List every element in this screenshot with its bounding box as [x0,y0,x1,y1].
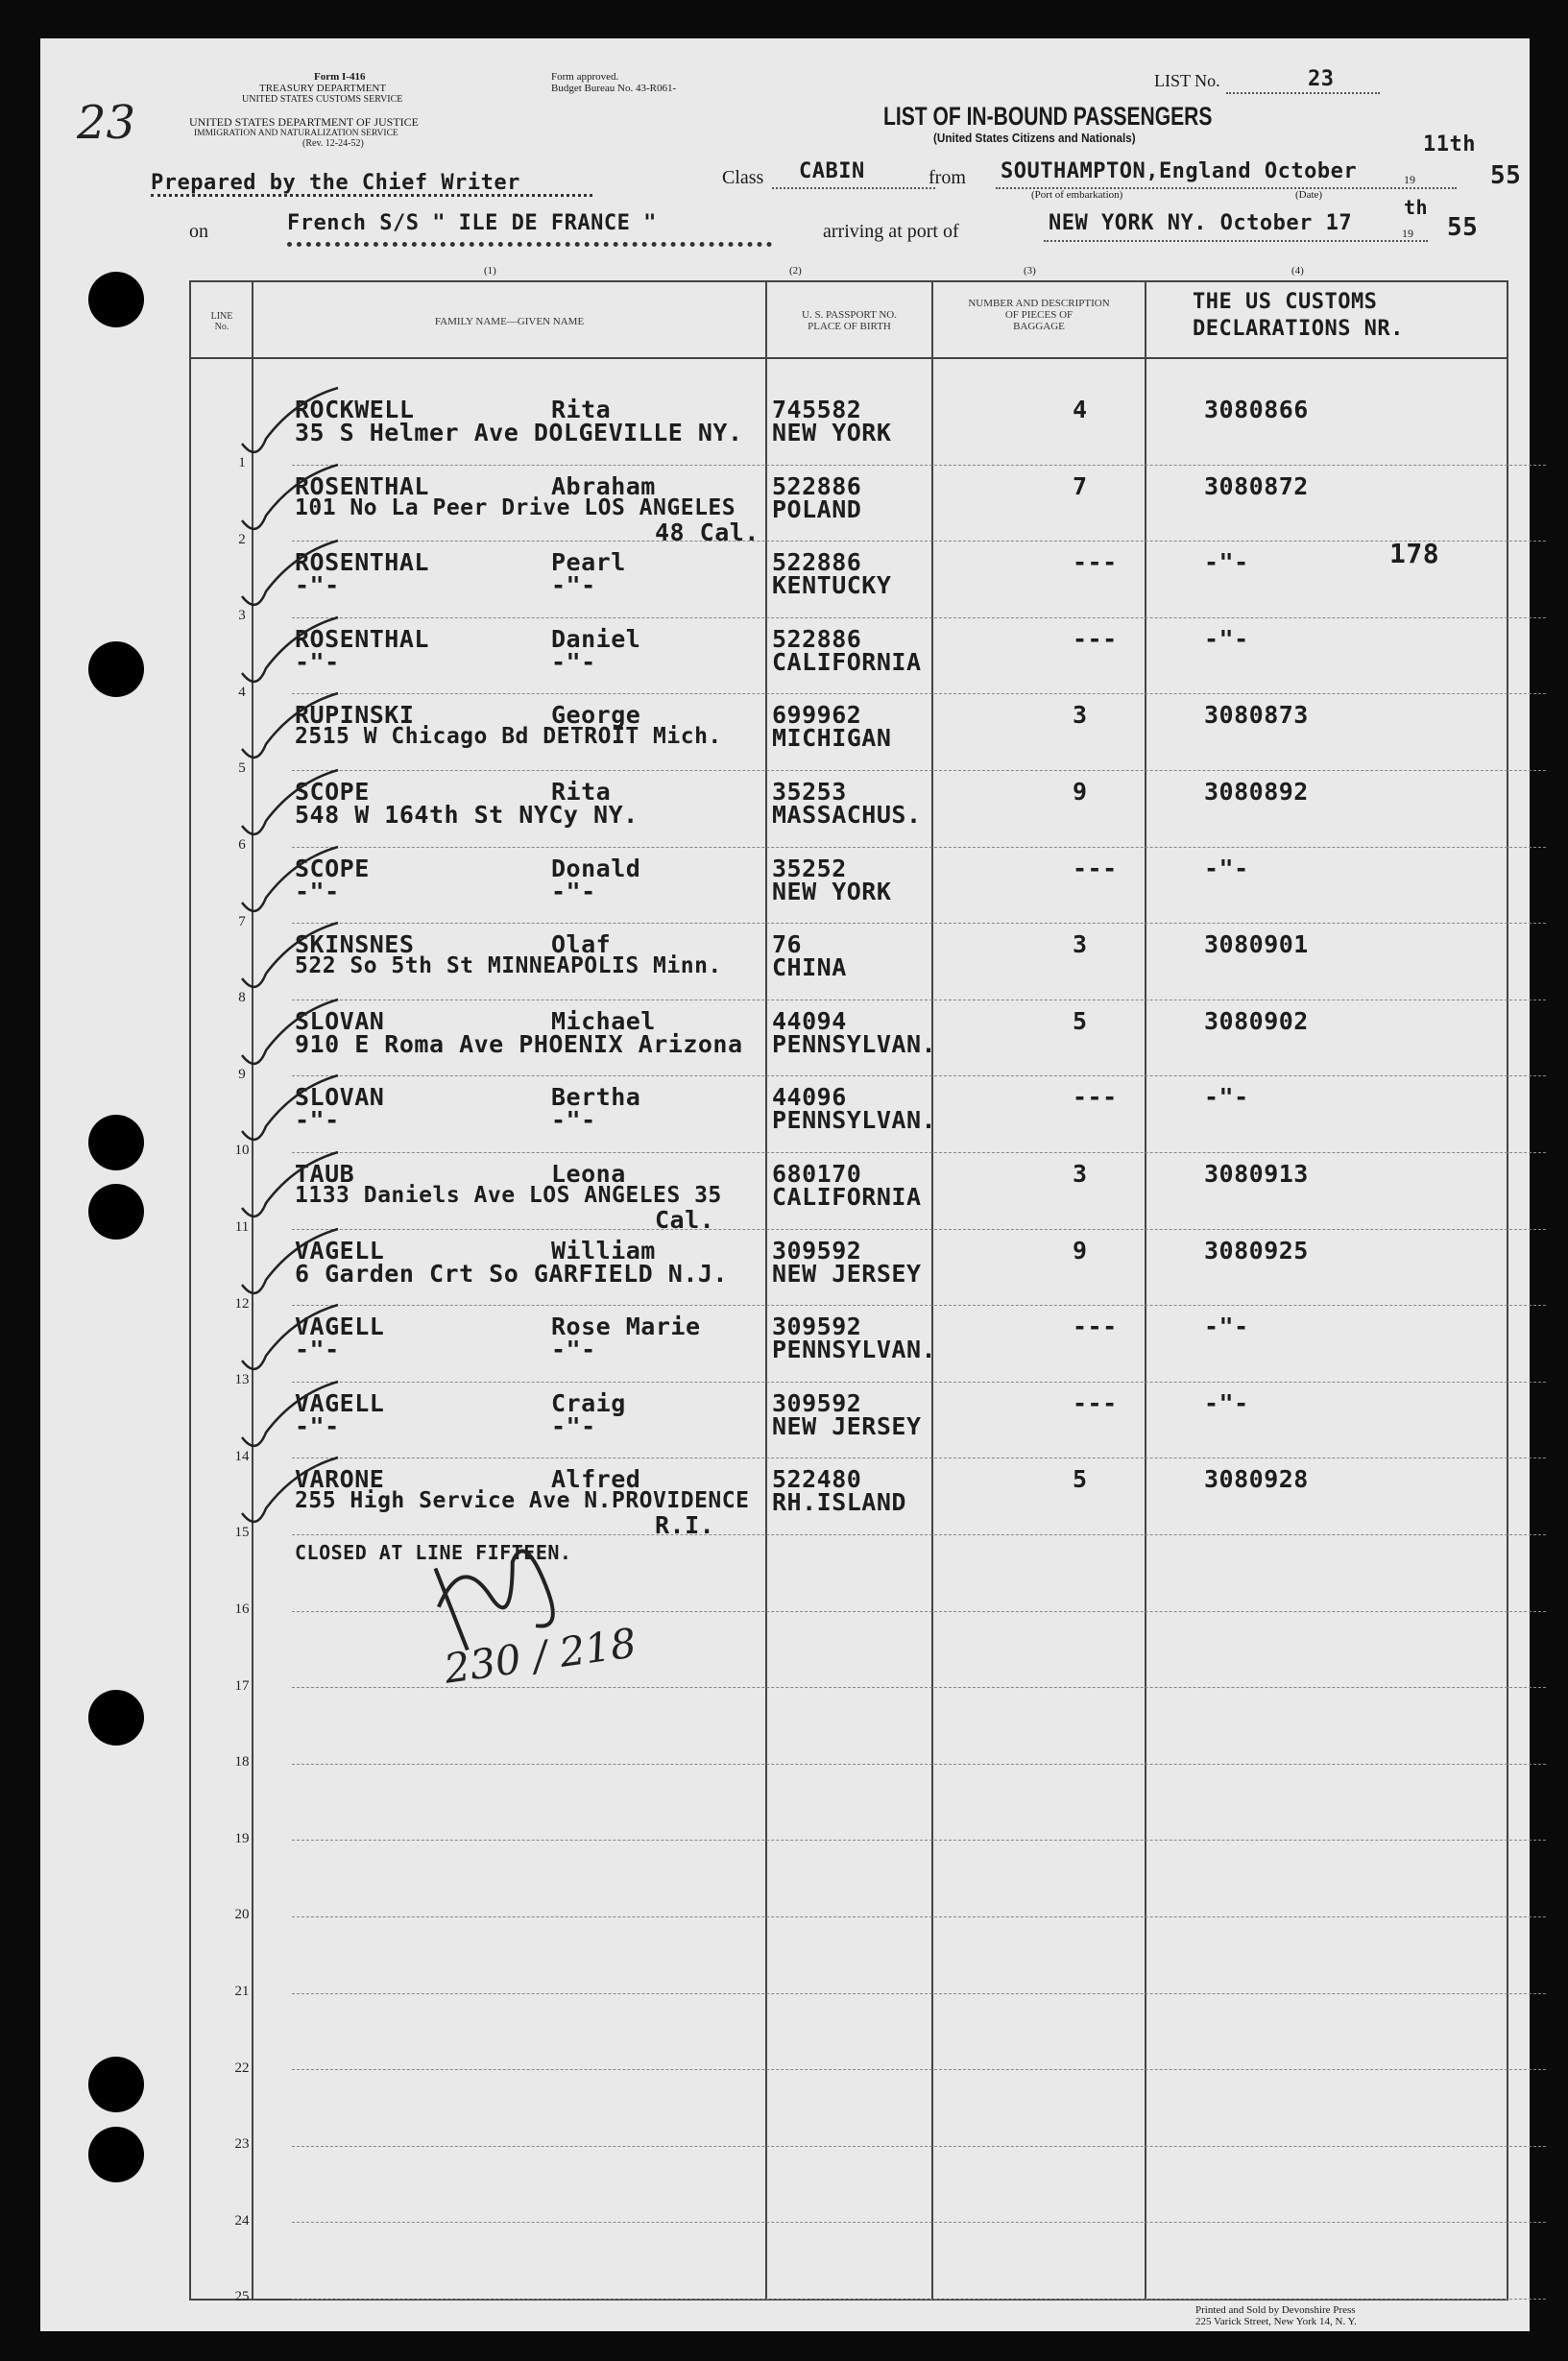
given-name: Bertha [551,1083,641,1112]
row-divider [292,770,1546,771]
from-value: SOUTHAMPTON,England October [1001,159,1358,183]
family-name: ROCKWELL [295,396,415,423]
vessel-line [287,242,772,247]
given-name-ditto: -"- [551,1336,596,1364]
baggage-count: --- [1073,854,1118,882]
passport-number: 522886 [772,548,862,577]
address: 548 W 164th St NYCy NY. [295,801,639,829]
printer-credit-1: Printed and Sold by Devonshire Press [1195,2304,1356,2316]
col-index-3: (3) [1024,265,1036,277]
given-name: William [551,1236,656,1265]
from-label: from [929,167,966,188]
dept-treasury: TREASURY DEPARTMENT [259,83,387,94]
baggage-count: 3 [1073,930,1088,959]
baggage-count: --- [1073,1313,1118,1341]
address: 910 E Roma Ave PHOENIX Arizona [295,1029,743,1058]
given-name: Michael [551,1006,656,1035]
check-mark [237,691,343,768]
header-customs-1: THE US CUSTOMS [1193,290,1378,314]
given-name: Donald [551,854,641,882]
col-index-2: (2) [789,265,802,277]
customs-declaration: 3080866 [1204,396,1309,423]
line-number: 1 [238,455,246,470]
passport-number: 44096 [772,1083,847,1112]
given-name-ditto: -"- [551,1106,596,1135]
given-name: Pearl [551,548,626,577]
given-name: Abraham [551,471,656,500]
place-of-birth: MICHIGAN [772,724,892,753]
baggage-count: --- [1073,1083,1118,1112]
list-no-line [1226,92,1380,94]
header-line-no-1: LINE [210,311,233,322]
address: 2515 W Chicago Bd DETROIT Mich. [295,724,722,750]
family-name: RUPINSKI [295,701,415,730]
address-continued: Cal. [655,1206,715,1234]
check-mark [237,1227,343,1304]
check-mark [237,615,343,692]
row-divider [292,847,1546,848]
header-baggage [933,298,1145,332]
given-name: George [551,701,641,730]
row-divider [292,1152,1546,1153]
customs-declaration: -"- [1204,1083,1249,1112]
given-name: Rita [551,396,612,423]
row-divider [292,1382,1546,1383]
customs-declaration: 3080902 [1204,1006,1309,1035]
corner-page-number: 23 [77,96,136,150]
class-label: Class [722,167,764,188]
col-divider [765,280,767,2299]
baggage-count: 7 [1073,471,1088,500]
check-mark [237,386,343,463]
family-name: ROSENTHAL [295,624,429,653]
customs-declaration: 3080913 [1204,1160,1309,1188]
line-number: 3 [238,608,246,624]
header-passport-1: U. S. PASSPORT NO. [802,309,897,321]
customs-declaration: 3080872 [1204,471,1309,500]
col-divider [1145,280,1146,2299]
family-name: ROSENTHAL [295,548,429,577]
place-of-birth: RH.ISLAND [772,1488,906,1517]
form-subtitle: (United States Citizens and Nationals) [933,131,1136,145]
passport-number: 522886 [772,624,862,653]
line-number: 22 [234,2060,250,2076]
punch-hole [88,2127,144,2182]
passport-number: 522886 [772,471,862,500]
family-name: ROSENTHAL [295,471,429,500]
given-name: Rita [551,778,612,806]
address: -"- [295,571,340,600]
line-number: 17 [234,1677,250,1694]
line-number: 5 [238,760,246,777]
given-name: Craig [551,1388,626,1417]
header-name: FAMILY NAME—GIVEN NAME [434,316,585,327]
punch-hole [88,1184,144,1240]
baggage-count: --- [1073,624,1118,653]
form-title: LIST OF IN-BOUND PASSENGERS [883,102,1213,131]
row-divider [292,1229,1546,1230]
address: 522 So 5th St MINNEAPOLIS Minn. [295,953,722,979]
address-continued: R.I. [655,1511,715,1540]
given-name: Leona [551,1160,626,1188]
customs-declaration: 3080928 [1204,1465,1309,1494]
passport-number: 76 [772,930,803,959]
table-header-bottom [189,357,1507,359]
customs-declaration: 3080901 [1204,930,1309,959]
row-divider [292,2299,1546,2300]
baggage-count: 5 [1073,1465,1088,1494]
family-name: SLOVAN [295,1006,385,1035]
list-no-label: LIST No. [1154,71,1220,90]
budget-bureau: Budget Bureau No. 43-R061- [551,83,677,94]
margin-count: 178 [1389,538,1440,569]
address: 1133 Daniels Ave LOS ANGELES 35 [295,1183,722,1208]
row-divider [292,1305,1546,1306]
line-number: 11 [234,1219,250,1235]
dept-customs: UNITED STATES CUSTOMS SERVICE [242,94,403,105]
check-mark [237,1380,343,1457]
line-number: 24 [234,2212,250,2228]
given-name: Rose Marie [551,1313,701,1341]
baggage-count: 9 [1073,1236,1088,1265]
passport-number: 680170 [772,1160,862,1188]
line-number: 6 [238,837,246,853]
place-of-birth: MASSACHUS. [772,801,922,829]
place-of-birth: CALIFORNIA [772,1183,922,1211]
place-of-birth: NEW YORK [772,877,892,905]
header-passport-2: PLACE OF BIRTH [808,321,891,332]
check-mark [237,1303,343,1380]
punch-hole [88,641,144,697]
check-mark [237,998,343,1074]
passport-number: 35252 [772,854,847,882]
address: -"- [295,877,340,905]
address: -"- [295,1336,340,1364]
prepared-line [151,194,592,197]
baggage-count: 9 [1073,778,1088,806]
row-divider [292,2146,1546,2147]
dept-immigration: IMMIGRATION AND NATURALIZATION SERVICE [194,129,398,138]
place-of-birth: PENNSYLVAN. [772,1029,937,1058]
family-name: SCOPE [295,854,370,882]
row-divider [292,2069,1546,2070]
row-divider [292,1840,1546,1841]
arrival-th: th [1404,196,1429,219]
check-mark [237,845,343,922]
address: 255 High Service Ave N.PROVIDENCE [295,1488,750,1514]
place-of-birth: PENNSYLVAN. [772,1336,937,1364]
line-number: 7 [238,913,246,929]
address: 35 S Helmer Ave DOLGEVILLE NY. [295,419,743,446]
line-number: 25 [234,2289,250,2305]
family-name: TAUB [295,1160,355,1188]
class-line [772,187,935,189]
place-of-birth: CHINA [772,953,847,982]
row-divider [292,541,1546,542]
row-divider [292,465,1546,466]
col-divider [931,280,933,2299]
family-name: VAGELL [295,1388,385,1417]
form-approved: Form approved. [551,71,619,83]
form-number: Form I-416 [314,71,366,83]
place-of-birth: PENNSYLVAN. [772,1106,937,1135]
line-number: 23 [234,2136,250,2153]
passport-number: 309592 [772,1313,862,1341]
address: 6 Garden Crt So GARFIELD N.J. [295,1259,728,1288]
row-divider [292,1764,1546,1765]
document-page [40,38,1530,2331]
arriving-label: arriving at port of [823,221,959,242]
punch-hole [88,272,144,327]
customs-declaration: 3080892 [1204,778,1309,806]
line-number: 18 [234,1754,250,1771]
check-mark [237,463,343,540]
customs-declaration: -"- [1204,624,1249,653]
baggage-count: --- [1073,1388,1118,1417]
row-divider [292,1993,1546,1994]
given-name: Olaf [551,930,612,959]
address: -"- [295,1106,340,1135]
dept-justice: UNITED STATES DEPARTMENT OF JUSTICE [189,115,420,129]
arrival-line [1044,240,1428,242]
col-index-1: (1) [484,265,496,277]
line-number: 15 [234,1525,250,1541]
closing-note: CLOSED AT LINE FIFTEEN. [295,1541,572,1564]
line-number: 14 [234,1448,250,1464]
prepared-by: Prepared by the Chief Writer [151,171,520,195]
place-of-birth: KENTUCKY [772,571,892,600]
line-number: 19 [234,1830,250,1846]
check-mark [237,539,343,615]
on-label: on [189,221,208,242]
line-number: 21 [234,1984,250,1999]
check-mark [237,1150,343,1227]
header-passport [767,309,931,332]
line-number: 10 [234,1143,250,1159]
arrival-year: 55 [1447,213,1479,242]
arrival-port: NEW YORK NY. October 17 [1049,211,1353,235]
customs-declaration: 3080873 [1204,701,1309,730]
family-name: SLOVAN [295,1083,385,1112]
punch-hole [88,1690,144,1746]
dept-rev: (Rev. 12-24-52) [302,138,364,149]
row-divider [292,1916,1546,1917]
customs-declaration: 3080925 [1204,1236,1309,1265]
customs-declaration: -"- [1204,1313,1249,1341]
header-baggage-1: NUMBER AND DESCRIPTION [968,298,1110,309]
passport-number: 699962 [772,701,862,730]
row-divider [292,2222,1546,2223]
header-line-no-2: No. [214,322,229,332]
given-name: Alfred [551,1465,641,1494]
passport-number: 745582 [772,396,862,423]
family-name: VAGELL [295,1313,385,1341]
address-continued: 48 Cal. [655,518,760,546]
row-divider [292,1534,1546,1535]
passport-number: 35253 [772,778,847,806]
place-of-birth: POLAND [772,494,862,523]
given-name-ditto: -"- [551,571,596,600]
row-divider [292,617,1546,618]
handwritten-note: 230 / 218 [441,1619,639,1693]
punch-hole [88,2057,144,2112]
list-no-value: 23 [1308,67,1335,91]
baggage-count: --- [1073,548,1118,577]
family-name: SKINSNES [295,930,415,959]
date-19-embark: 19 [1404,173,1415,186]
place-of-birth: NEW YORK [772,419,892,446]
passport-number: 309592 [772,1236,862,1265]
check-mark [237,768,343,845]
check-mark [237,1456,343,1532]
header-line-no [192,311,252,332]
baggage-count: 3 [1073,1160,1088,1188]
class-value: CABIN [799,159,865,183]
customs-declaration: -"- [1204,548,1249,577]
header-baggage-3: BAGGAGE [1013,321,1065,332]
line-number: 8 [238,990,246,1006]
header-baggage-2: OF PIECES OF [1004,309,1073,321]
line-number: 12 [234,1295,250,1312]
vessel-name: French S/S " ILE DE FRANCE " [287,211,657,235]
row-divider [292,923,1546,924]
header-customs-2: DECLARATIONS NR. [1193,317,1404,341]
address: 101 No La Peer Drive LOS ANGELES [295,494,736,520]
line-number: 16 [234,1602,250,1617]
place-of-birth: NEW JERSEY [772,1259,922,1288]
given-name: Daniel [551,624,641,653]
row-divider [292,693,1546,694]
date-day-embark: 11th [1423,133,1476,157]
given-name-ditto: -"- [551,1411,596,1440]
baggage-count: 5 [1073,1006,1088,1035]
port-embark-caption: (Port of embarkation) [1031,189,1123,201]
place-of-birth: CALIFORNIA [772,647,922,676]
date-year-embark: 55 [1490,161,1522,190]
check-mark [237,1073,343,1150]
given-name-ditto: -"- [551,877,596,905]
family-name: VARONE [295,1465,385,1494]
line-number: 2 [238,531,246,547]
punch-hole [88,1115,144,1170]
passport-number: 522480 [772,1465,862,1494]
given-name-ditto: -"- [551,647,596,676]
date-caption: (Date) [1295,189,1323,201]
line-number: 9 [238,1066,246,1082]
line-number: 20 [234,1907,250,1923]
check-mark [237,921,343,998]
printer-credit-2: 225 Varick Street, New York 14, N. Y. [1195,2316,1357,2327]
place-of-birth: NEW JERSEY [772,1411,922,1440]
customs-declaration: -"- [1204,854,1249,882]
row-divider [292,1075,1546,1076]
customs-declaration: -"- [1204,1388,1249,1417]
col-index-4: (4) [1291,265,1304,277]
address: -"- [295,1411,340,1440]
family-name: SCOPE [295,778,370,806]
baggage-count: 4 [1073,396,1088,423]
baggage-count: 3 [1073,701,1088,730]
line-number: 13 [234,1372,250,1388]
line-number: 4 [238,684,246,700]
family-name: VAGELL [295,1236,385,1265]
passport-number: 309592 [772,1388,862,1417]
date-19-arrival: 19 [1402,227,1413,240]
address: -"- [295,647,340,676]
passport-number: 44094 [772,1006,847,1035]
